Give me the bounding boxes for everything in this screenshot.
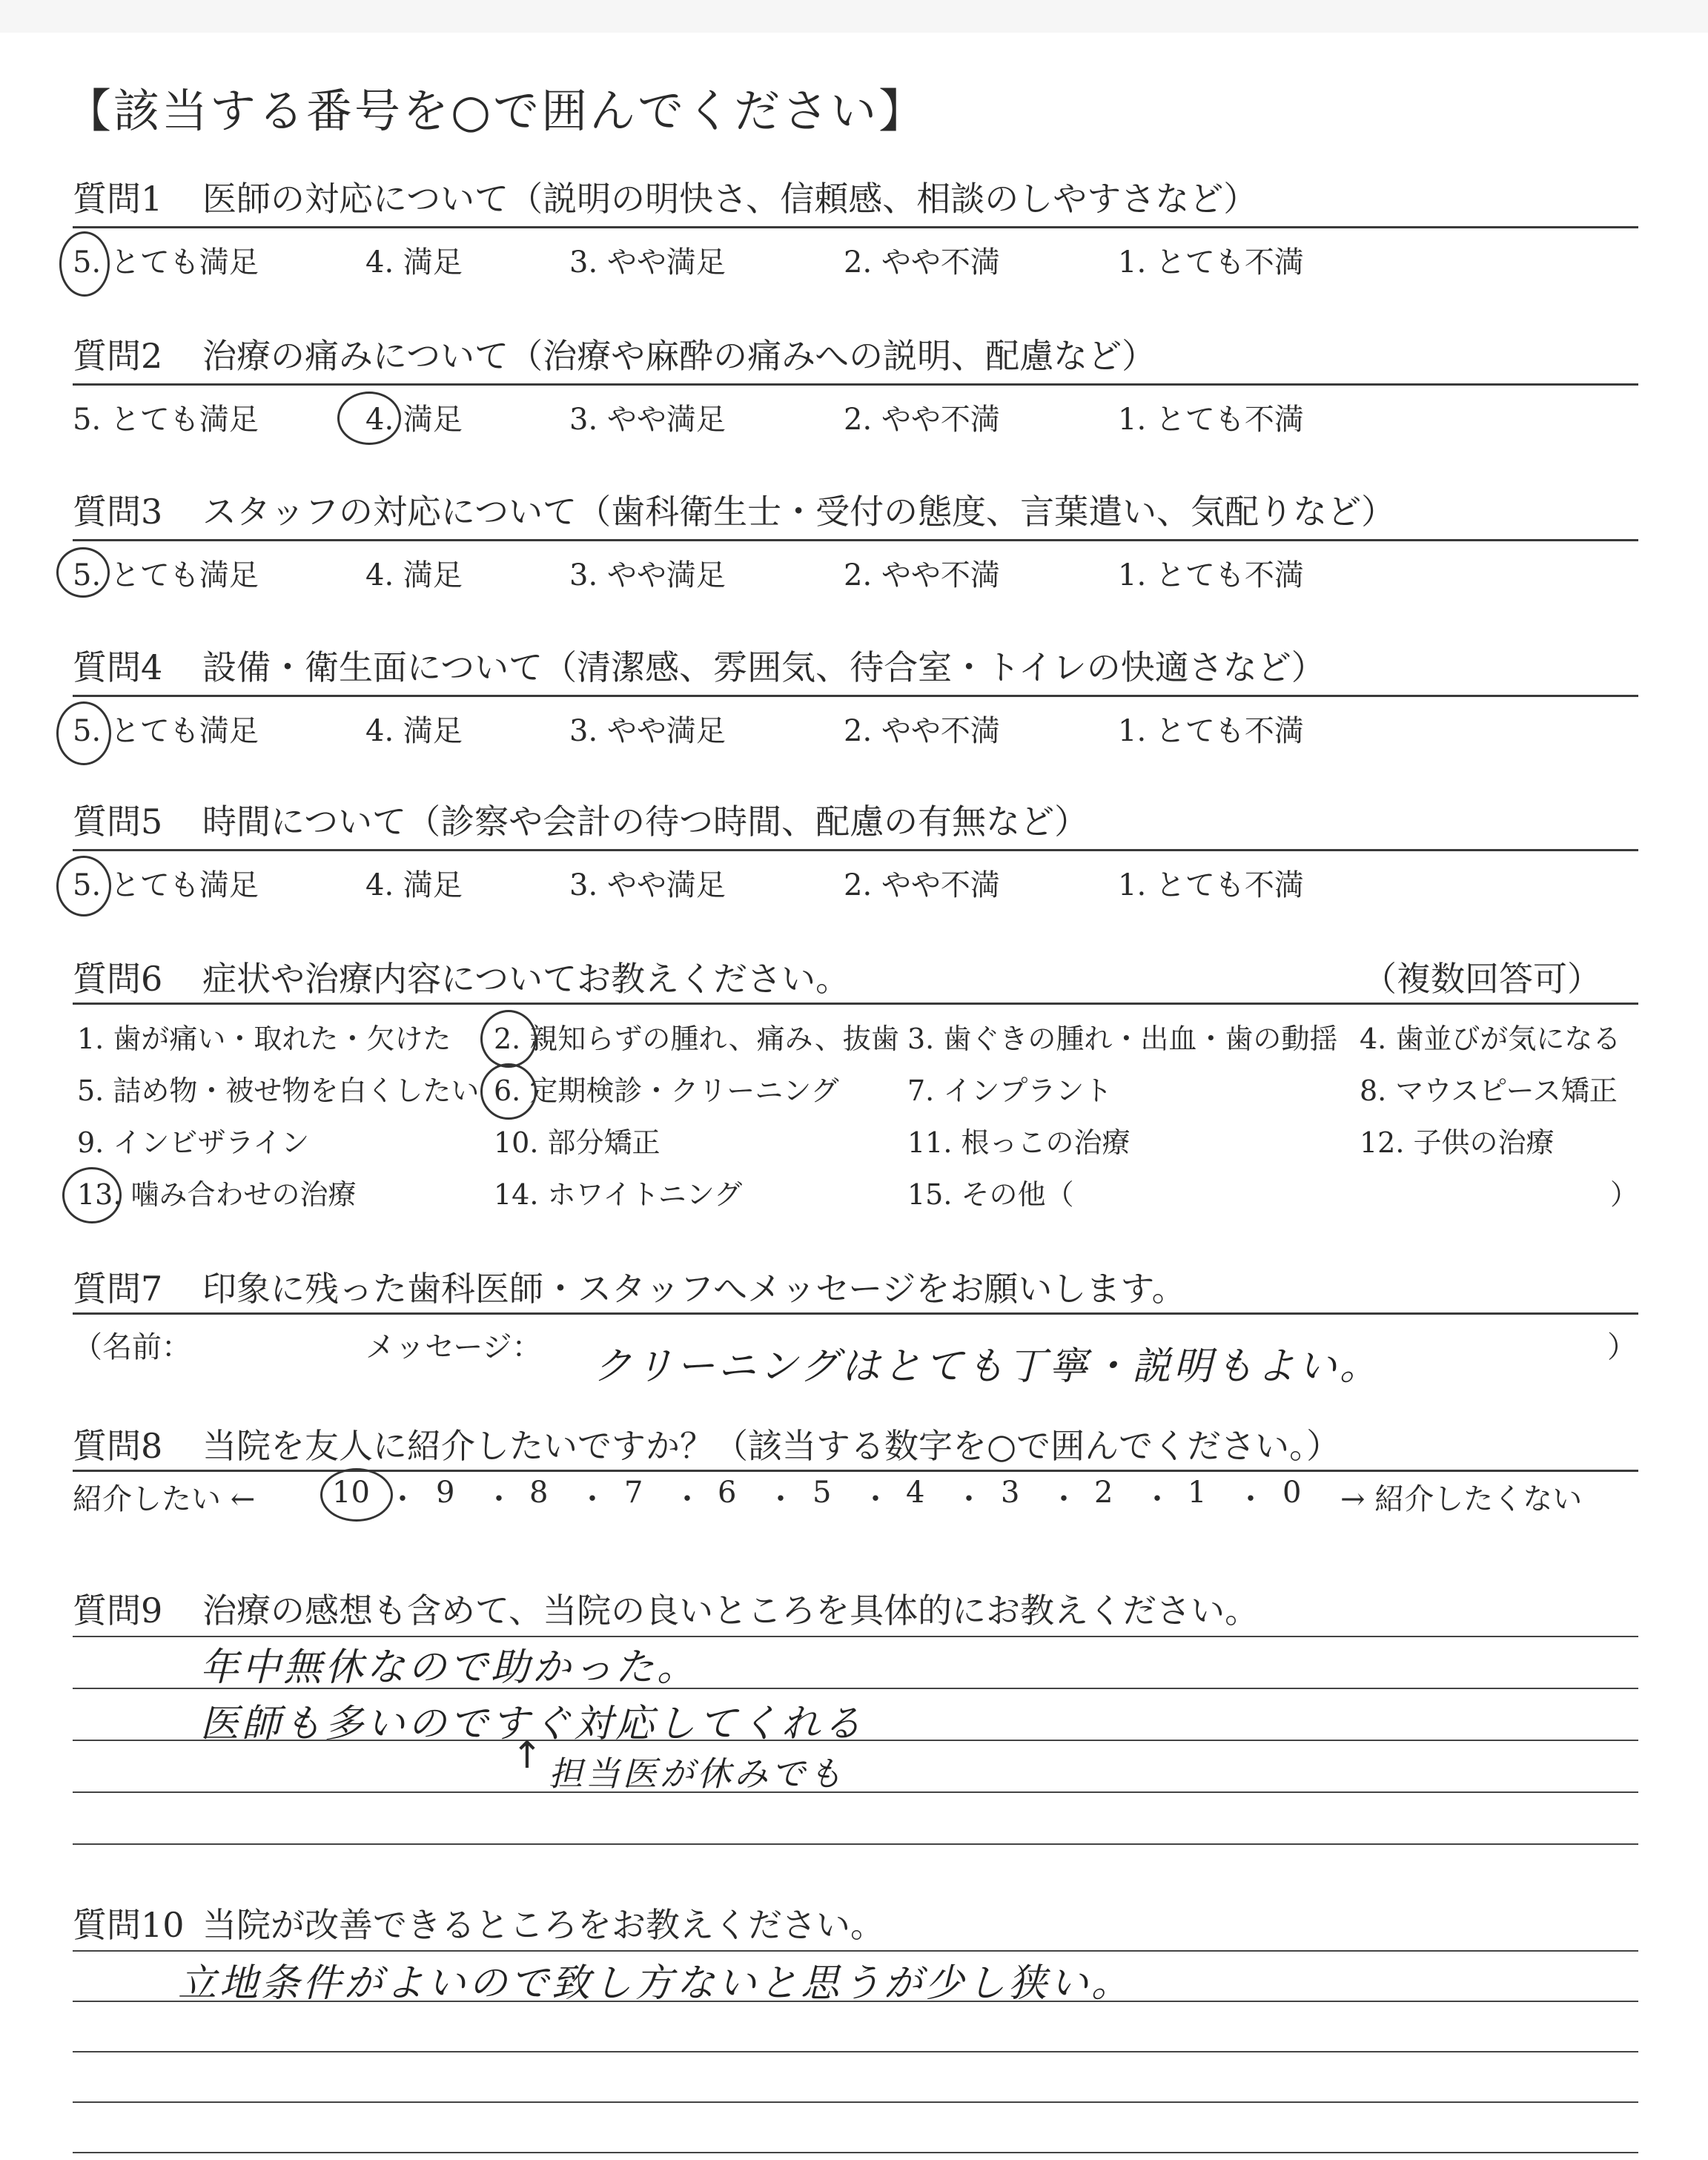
question-3-underline — [73, 539, 1638, 541]
q4-option-1[interactable]: 1. とても不満 — [1118, 714, 1304, 748]
question-4-options — [73, 707, 1638, 752]
q10-rule-5 — [73, 2152, 1638, 2153]
q3-option-3[interactable]: 3. やや満足 — [569, 558, 726, 592]
scale-0[interactable]: 0 — [1282, 1476, 1302, 1510]
q6-hand-circle-6 — [480, 1063, 537, 1120]
symptom-2[interactable]: 2. 親知らずの腫れ、痛み、抜歯 — [494, 1023, 899, 1055]
instruction-heading: 【該当する番号を○で囲んでください】 — [65, 84, 927, 138]
q4-option-5[interactable]: 5. とても満足 — [73, 714, 259, 748]
scale-7[interactable]: 7 — [624, 1476, 643, 1510]
q5-option-2[interactable]: 2. やや不満 — [844, 868, 1000, 902]
question-2-label: 質問2 — [73, 336, 163, 376]
message-close: ） — [1607, 1330, 1637, 1364]
symptom-10[interactable]: 10. 部分矯正 — [494, 1126, 661, 1159]
insert-caret-icon: ↑ — [512, 1734, 543, 1777]
question-1-options — [73, 239, 1638, 283]
q4-option-4[interactable]: 4. 満足 — [365, 714, 463, 748]
question-8-text: 当院を友人に紹介したいですか？（該当する数字を○で囲んでください。） — [202, 1426, 1341, 1466]
question-7-underline — [73, 1312, 1638, 1315]
question-6-label: 質問6 — [73, 959, 163, 999]
q8-hand-circle — [320, 1468, 393, 1522]
q5-option-1[interactable]: 1. とても不満 — [1118, 868, 1304, 902]
scale-left-label: 紹介したい ← — [73, 1482, 256, 1516]
symptom-9[interactable]: 9. インビザライン — [77, 1126, 310, 1159]
scan-top-band — [0, 0, 1708, 33]
question-2 — [73, 329, 1156, 378]
q3-option-2[interactable]: 2. やや不満 — [844, 558, 1000, 592]
q5-option-4[interactable]: 4. 満足 — [365, 868, 463, 902]
message-handwritten[interactable]: クリーニングはとても丁寧・説明もよい。 — [593, 1344, 1381, 1389]
q2-hand-circle — [337, 392, 401, 445]
symptom-5[interactable]: 5. 詰め物・被せ物を白くしたい — [77, 1074, 480, 1107]
q5-option-5[interactable]: 5. とても満足 — [73, 868, 259, 902]
question-3-text: スタッフの対応について（歯科衛生士・受付の態度、言葉遣い、気配りなど） — [202, 492, 1396, 532]
question-5-text: 時間について（診察や会計の待つ時間、配慮の有無など） — [202, 802, 1089, 842]
q1-hand-circle — [59, 231, 110, 297]
symptom-11[interactable]: 11. 根っこの治療 — [907, 1126, 1131, 1159]
q2-option-1[interactable]: 1. とても不満 — [1118, 403, 1304, 437]
q3-option-5[interactable]: 5. とても満足 — [73, 558, 259, 592]
q9-rule-4 — [73, 1791, 1638, 1793]
question-6 — [73, 952, 850, 1001]
question-6-text: 症状や治療内容についてお教えください。 — [202, 959, 850, 999]
scale-6[interactable]: 6 — [718, 1476, 737, 1510]
scale-10[interactable]: 10 — [332, 1476, 370, 1510]
question-9-label: 質問9 — [73, 1591, 163, 1631]
question-1 — [73, 172, 1257, 221]
q6-hand-circle-13 — [62, 1167, 122, 1223]
q4-option-2[interactable]: 2. やや不満 — [844, 714, 1000, 748]
question-1-label: 質問1 — [73, 179, 163, 219]
scale-3[interactable]: 3 — [1001, 1476, 1020, 1510]
question-7-label: 質問7 — [73, 1269, 163, 1309]
scale-8[interactable]: 8 — [529, 1476, 549, 1510]
q9-rule-5 — [73, 1843, 1638, 1845]
scale-1[interactable]: 1 — [1188, 1476, 1207, 1510]
question-1-underline — [73, 226, 1638, 228]
q5-option-3[interactable]: 3. やや満足 — [569, 868, 726, 902]
q6-hand-circle-2 — [480, 1010, 537, 1068]
question-2-options — [73, 396, 1638, 440]
q9-answer-line-2[interactable]: 医師も多いのですぐ対応してくれる — [200, 1702, 865, 1746]
question-7-text: 印象に残った歯科医師・スタッフへメッセージをお願いします。 — [202, 1269, 1186, 1309]
q3-hand-circle — [56, 547, 110, 598]
question-8-underline — [73, 1470, 1638, 1472]
symptom-4[interactable]: 4. 歯並びが気になる — [1360, 1023, 1621, 1055]
symptom-13[interactable]: 13. 噛み合わせの治療 — [77, 1178, 357, 1211]
q2-option-3[interactable]: 3. やや満足 — [569, 403, 726, 437]
symptom-15-close: ） — [1610, 1178, 1639, 1211]
scale-right-label: → 紹介したくない — [1340, 1482, 1583, 1516]
q10-rule-3 — [73, 2051, 1638, 2052]
q2-option-2[interactable]: 2. やや不満 — [844, 403, 1000, 437]
q2-option-5[interactable]: 5. とても満足 — [73, 403, 259, 437]
question-5-label: 質問5 — [73, 802, 163, 842]
q1-option-1[interactable]: 1. とても不満 — [1118, 245, 1304, 280]
name-label: （名前： — [73, 1330, 191, 1364]
question-3-options — [73, 552, 1638, 596]
question-10 — [73, 1898, 884, 1947]
question-8 — [73, 1419, 1340, 1468]
symptom-8[interactable]: 8. マウスピース矯正 — [1360, 1074, 1618, 1107]
question-6-note: （複数回答可） — [1363, 959, 1601, 999]
question-5-underline — [73, 849, 1638, 851]
q1-option-3[interactable]: 3. やや満足 — [569, 245, 726, 280]
q1-option-2[interactable]: 2. やや不満 — [844, 245, 1000, 280]
scale-5[interactable]: 5 — [812, 1476, 832, 1510]
question-8-label: 質問8 — [73, 1426, 163, 1466]
q5-hand-circle — [56, 856, 111, 916]
symptom-1[interactable]: 1. 歯が痛い・取れた・欠けた — [77, 1023, 451, 1055]
question-1-text: 医師の対応について（説明の明快さ、信頼感、相談のしやすさなど） — [202, 179, 1258, 219]
question-3-label: 質問3 — [73, 492, 163, 532]
q4-hand-circle — [56, 701, 111, 765]
question-2-underline — [73, 383, 1638, 386]
symptom-6[interactable]: 6. 定期検診・クリーニング — [494, 1074, 839, 1107]
question-4 — [73, 641, 1325, 690]
q2-option-4[interactable]: 4. 満足 — [365, 403, 463, 437]
symptom-3[interactable]: 3. 歯ぐきの腫れ・出血・歯の動揺 — [907, 1023, 1338, 1055]
question-7 — [73, 1262, 1186, 1311]
q3-option-1[interactable]: 1. とても不満 — [1118, 558, 1304, 592]
question-10-text: 当院が改善できるところをお教えください。 — [202, 1905, 884, 1945]
q4-option-3[interactable]: 3. やや満足 — [569, 714, 726, 748]
question-5 — [73, 795, 1088, 844]
question-4-underline — [73, 695, 1638, 697]
scale-4[interactable]: 4 — [906, 1476, 925, 1510]
symptom-15[interactable]: 15. その他（ — [907, 1178, 1074, 1211]
question-4-label: 質問4 — [73, 647, 163, 687]
symptom-12[interactable]: 12. 子供の治療 — [1360, 1126, 1555, 1159]
q10-answer-line-1[interactable]: 立地条件がよいので致し方ないと思うが少し狭い。 — [178, 1961, 1133, 2006]
scale-2[interactable]: 2 — [1094, 1476, 1113, 1510]
question-3 — [73, 485, 1395, 534]
question-5-options — [73, 862, 1638, 906]
q9-answer-insert[interactable]: 担当医が休みでも — [549, 1754, 845, 1794]
q1-option-4[interactable]: 4. 満足 — [365, 245, 463, 280]
q3-option-4[interactable]: 4. 満足 — [365, 558, 463, 592]
question-2-text: 治療の痛みについて（治療や麻酔の痛みへの説明、配慮など） — [202, 336, 1156, 376]
message-label: メッセージ： — [365, 1330, 542, 1364]
symptom-7[interactable]: 7. インプラント — [907, 1074, 1113, 1107]
symptom-14[interactable]: 14. ホワイトニング — [494, 1178, 743, 1211]
q10-rule-4 — [73, 2101, 1638, 2103]
question-9-text: 治療の感想も含めて、当院の良いところを具体的にお教えください。 — [202, 1591, 1260, 1631]
q1-option-5[interactable]: 5. とても満足 — [73, 245, 259, 280]
question-9 — [73, 1584, 1259, 1633]
question-4-text: 設備・衛生面について（清潔感、雰囲気、待合室・トイレの快適さなど） — [202, 647, 1325, 687]
q9-answer-line-1[interactable]: 年中無休なので助かった。 — [200, 1645, 699, 1690]
question-10-label: 質問10 — [73, 1905, 185, 1945]
question-6-underline — [73, 1003, 1638, 1005]
scale-9[interactable]: 9 — [436, 1476, 455, 1510]
